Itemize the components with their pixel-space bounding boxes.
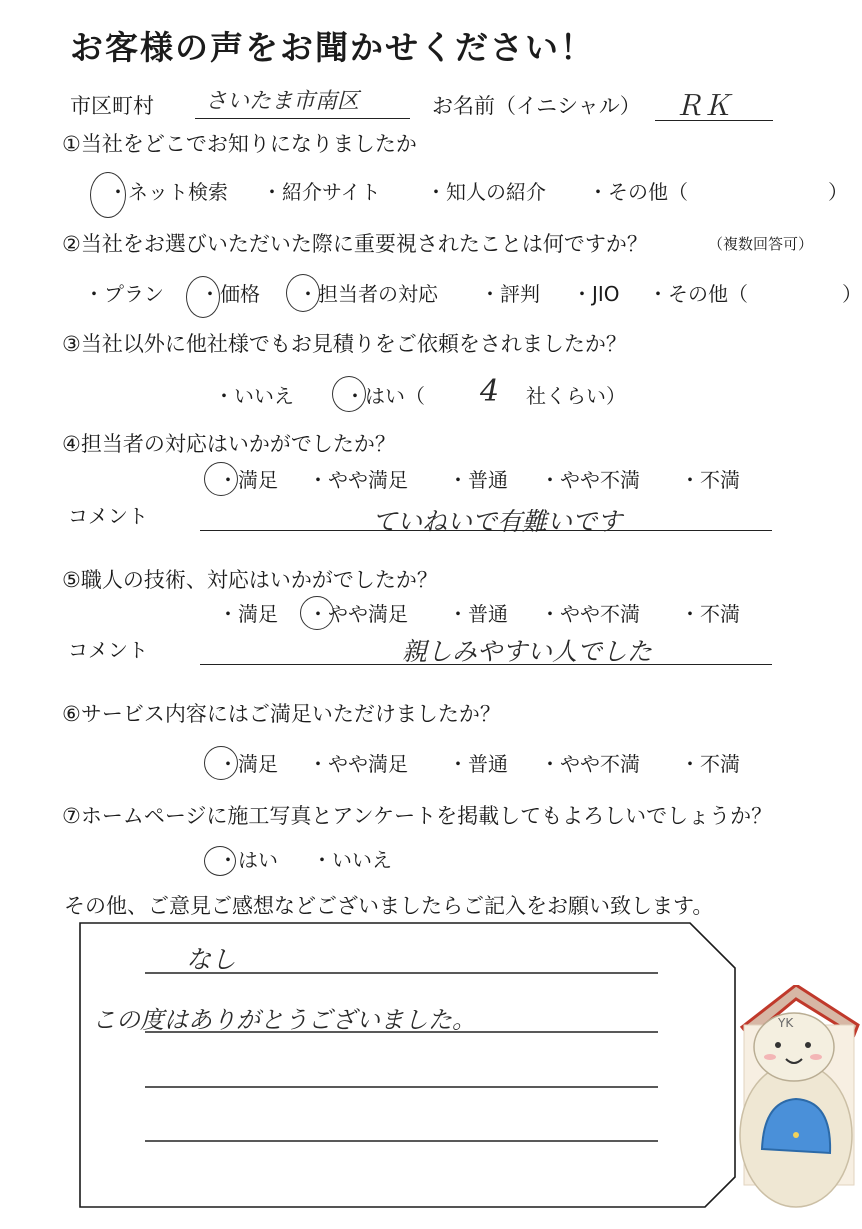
q1-option-other-close: ）	[828, 180, 848, 204]
q1-option-site: ・紹介サイト	[262, 180, 381, 204]
q4-comment-label: コメント	[68, 504, 148, 528]
q6-option-dissatisfied: ・不満	[680, 752, 740, 776]
free-prompt: その他、ご意見ご感想などございましたらご記入をお願い致します。	[64, 894, 714, 918]
q3-option-count-suffix: 社くらい）	[526, 384, 626, 408]
q5-option-dissatisfied: ・不満	[680, 602, 740, 626]
q5-comment-label: コメント	[68, 638, 148, 662]
city-label: 市区町村	[70, 94, 154, 118]
q4-option-satisfied: ・満足	[218, 468, 278, 492]
city-value: さいたま市南区	[205, 89, 360, 114]
q3-question: ③当社以外に他社様でもお見積りをご依頼をされましたか？	[62, 332, 627, 356]
q1-option-other: ・その他（	[588, 180, 688, 204]
q1-option-net: ・ネット検索	[108, 180, 228, 204]
q1-question: ①当社をどこでお知りになりましたか	[62, 132, 417, 156]
q2-option-jio: ・JIO	[572, 282, 620, 306]
q2-option-other: ・その他（	[648, 282, 748, 306]
q6-option-somewhat-satisfied: ・やや満足	[308, 752, 408, 776]
q6-option-satisfied: ・満足	[218, 752, 278, 776]
q2-question: ②当社をお選びいただいた際に重要視されたことは何ですか？	[62, 232, 648, 256]
free-comment-line-1: なし	[186, 945, 237, 974]
q5-option-somewhat-satisfied: ・やや満足	[308, 602, 408, 626]
name-label: お名前（イニシャル）	[432, 94, 641, 118]
q4-option-somewhat-dissatisfied: ・やや不満	[540, 468, 640, 492]
mascot-badge: YK	[778, 1016, 794, 1030]
q5-question: ⑤職人の技術、対応はいかがでしたか？	[62, 568, 438, 592]
q2-option-price: ・価格	[200, 282, 260, 306]
page-title: お客様の声をお聞かせください！	[70, 28, 595, 67]
mascot-illustration	[732, 985, 860, 1215]
q5-option-satisfied: ・満足	[218, 602, 278, 626]
q7-option-yes: ・はい	[218, 848, 278, 872]
q4-option-somewhat-satisfied: ・やや満足	[308, 468, 408, 492]
q3-option-no: ・いいえ	[214, 384, 294, 408]
q6-option-somewhat-dissatisfied: ・やや不満	[540, 752, 640, 776]
q4-question: ④担当者の対応はいかがでしたか？	[62, 432, 396, 456]
q4-comment-value: ていねいで有難いです	[372, 507, 623, 536]
q2-option-staff: ・担当者の対応	[298, 282, 438, 306]
q5-option-somewhat-dissatisfied: ・やや不満	[540, 602, 640, 626]
q5-comment-value: 親しみやすい人でした	[402, 637, 653, 666]
q2-option-other-close: ）	[842, 282, 862, 306]
q6-question: ⑥サービス内容にはご満足いただけましたか？	[62, 702, 501, 726]
q7-question: ⑦ホームページに施工写真とアンケートを掲載してもよろしいでしょうか？	[62, 804, 773, 828]
q4-option-dissatisfied: ・不満	[680, 468, 740, 492]
q2-option-reputation: ・評判	[480, 282, 540, 306]
q2-note: （複数回答可）	[708, 235, 814, 253]
q4-option-neutral: ・普通	[448, 468, 508, 492]
q7-option-no: ・いいえ	[312, 848, 392, 872]
q6-option-neutral: ・普通	[448, 752, 508, 776]
q1-option-friend: ・知人の紹介	[426, 180, 546, 204]
q2-option-plan: ・プラン	[84, 282, 164, 306]
free-comment-line-2: この度はありがとうございました。	[92, 1006, 476, 1034]
q3-count-value: 4	[480, 374, 500, 409]
name-value: ＲＫ	[675, 89, 732, 122]
q3-option-yes: ・はい（	[345, 384, 425, 408]
q5-option-neutral: ・普通	[448, 602, 508, 626]
